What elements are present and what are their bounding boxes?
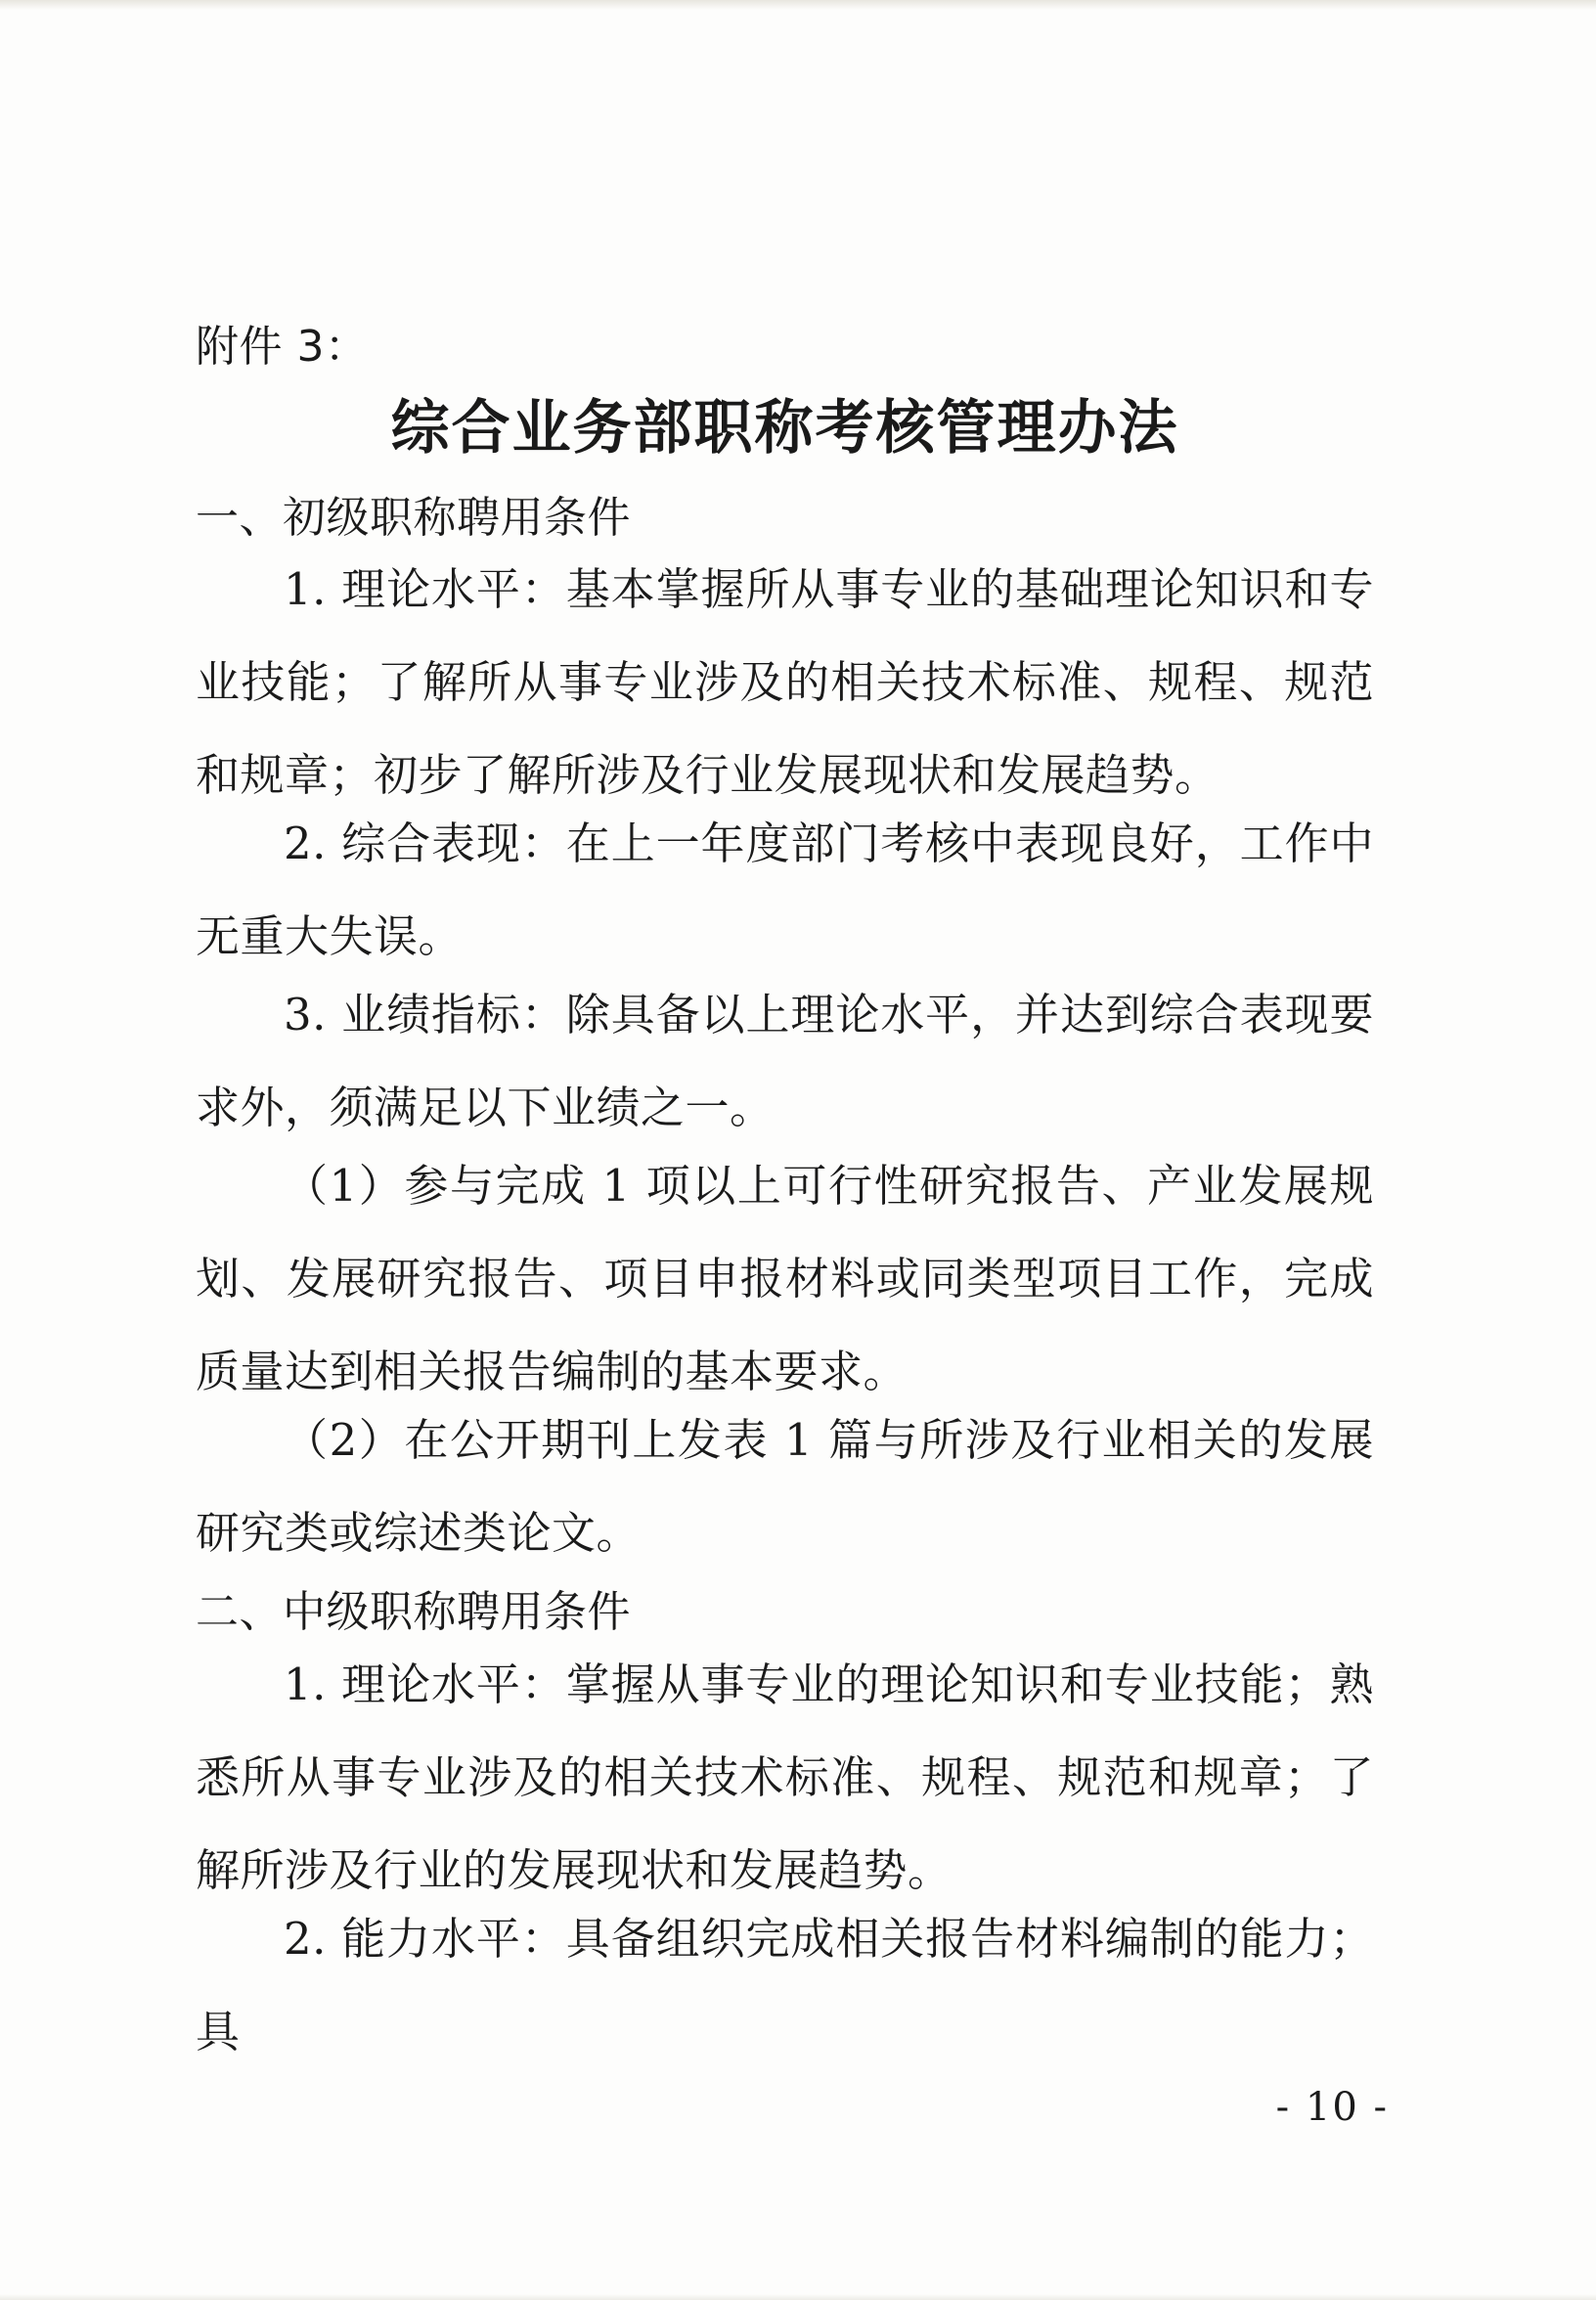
scan-bottom-edge	[0, 2294, 1596, 2300]
section-heading-intermediate: 二、中级职称聘用条件	[196, 1587, 631, 1637]
page-number: - 10 -	[1275, 2085, 1389, 2130]
document-title: 综合业务部职称考核管理办法	[390, 394, 1179, 463]
paragraph-junior-theory: 1. 理论水平：基本掌握所从事专业的基础理论知识和专业技能；了解所从事专业涉及的相关技术标准、规程、规范和规章；初步了解所涉及行业发展现状和发展趋势。	[196, 563, 1374, 801]
paragraph-junior-performance: 2. 综合表现：在上一年度部门考核中表现良好，工作中无重大失误。	[196, 818, 1374, 962]
paragraph-junior-achievement: 3. 业绩指标：除具备以上理论水平，并达到综合表现要求外，须满足以下业绩之一。	[196, 989, 1374, 1133]
section-heading-junior: 一、初级职称聘用条件	[196, 493, 631, 543]
scan-top-edge	[0, 0, 1596, 10]
paragraph-intermediate-ability: 2. 能力水平：具备组织完成相关报告材料编制的能力；具	[196, 1913, 1374, 2057]
paragraph-junior-item-2: （2）在公开期刊上发表 1 篇与所涉及行业相关的发展研究类或综述类论文。	[196, 1414, 1374, 1559]
attachment-label: 附件 3：	[196, 322, 369, 372]
paragraph-junior-item-1: （1）参与完成 1 项以上可行性研究报告、产业发展规划、发展研究报告、项目申报材料或同类型项目工作，完成质量达到相关报告编制的基本要求。	[196, 1160, 1374, 1397]
paragraph-intermediate-theory: 1. 理论水平：掌握从事专业的理论知识和专业技能；熟悉所从事专业涉及的相关技术标准、规程、规范和规章；了解所涉及行业的发展现状和发展趋势。	[196, 1659, 1374, 1896]
